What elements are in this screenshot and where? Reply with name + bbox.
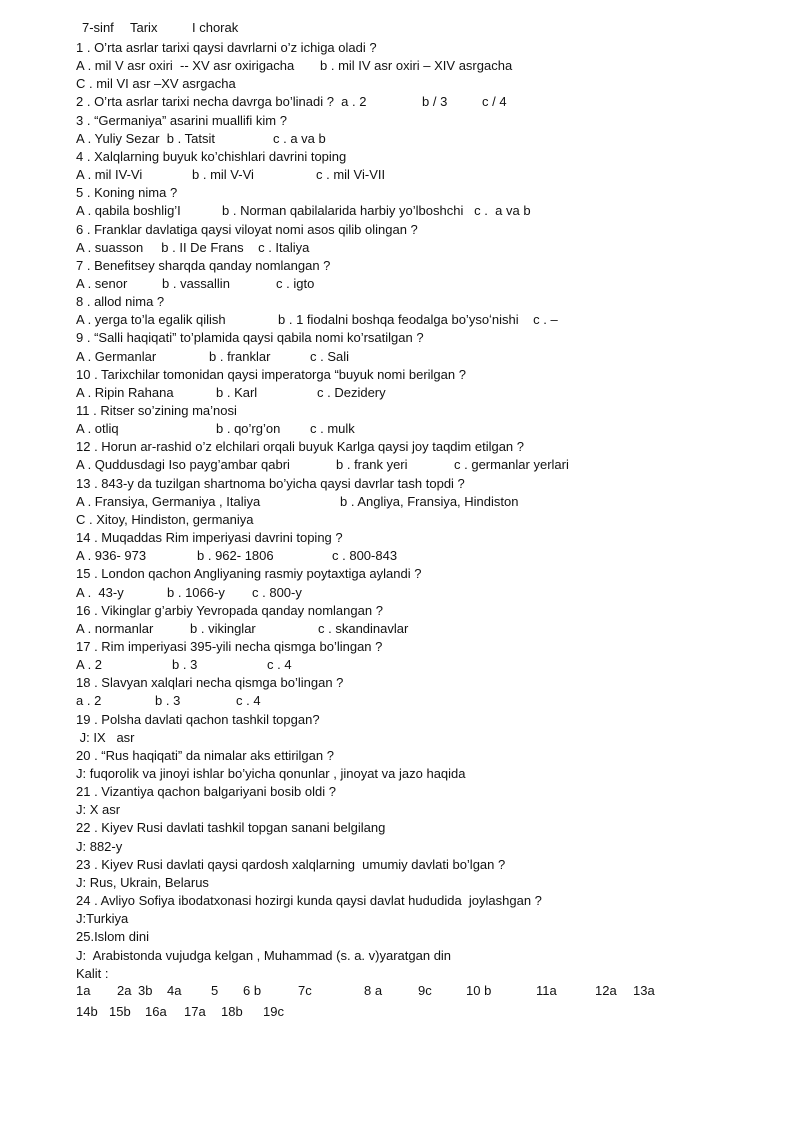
line-text: 13 . 843-y da tuzilgan shartnoma bo’yicha qaysi davrlar tash topdi ? xyxy=(76,475,465,491)
text-line xyxy=(76,76,776,92)
option-text: b / 3 xyxy=(422,94,448,110)
line-text: 7 . Benefitsey sharqda qanday nomlangan ? xyxy=(76,257,331,273)
line-text: A . normanlar xyxy=(76,620,154,636)
text-line xyxy=(76,748,776,764)
text-line xyxy=(76,421,776,437)
answer-key-item: 2a xyxy=(117,983,132,998)
line-text: A . Ripin Rahana xyxy=(76,384,174,400)
option-text: b . vikinglar xyxy=(190,620,256,636)
answer-key-item: 10 b xyxy=(466,983,492,998)
line-text: 25.Islom dini xyxy=(76,929,149,945)
text-line xyxy=(76,349,776,365)
line-text: 3 . “Germaniya” asarini muallifi kim ? xyxy=(76,112,287,128)
line-text: C . Xitoy, Hindiston, germaniya xyxy=(76,511,254,527)
option-text: c . 800-y xyxy=(252,584,302,600)
line-text: A . Germanlar xyxy=(76,348,157,364)
text-line xyxy=(76,530,776,546)
line-text: 5 . Koning nima ? xyxy=(76,185,178,201)
text-line xyxy=(76,512,776,528)
option-text: b . Karl xyxy=(216,384,258,400)
option-text: c . igto xyxy=(276,275,315,291)
answer-key-item: 1a xyxy=(76,983,91,998)
line-text: A . qabila boshlig’I xyxy=(76,203,181,219)
option-text: b . vassallin xyxy=(162,275,230,291)
text-line xyxy=(76,494,776,510)
answer-key-item: 3b xyxy=(138,983,153,998)
answer-key-item: 12a xyxy=(595,983,617,998)
text-line xyxy=(76,639,776,655)
answer-key-item: 18b xyxy=(221,1004,243,1019)
line-text: 17 . Rim imperiyasi 395-yili necha qismga bo’lingan ? xyxy=(76,638,383,654)
option-text: c . mil Vi-VII xyxy=(316,167,386,182)
text-line xyxy=(76,730,776,746)
text-line xyxy=(76,820,776,836)
answer-key-item: 16a xyxy=(145,1004,167,1019)
line-text: 15 . London qachon Angliyaning rasmiy poytaxtiga aylandi ? xyxy=(76,566,422,582)
option-text: b . Norman qabilalarida harbiy yo’lboshchi c . a va b xyxy=(222,203,531,219)
line-text: 20 . “Rus haqiqati” da nimalar aks ettirilgan ? xyxy=(76,747,334,763)
answer-key-item: 9c xyxy=(418,983,432,998)
text-line xyxy=(76,948,776,964)
text-line xyxy=(76,875,776,891)
text-line xyxy=(76,94,776,110)
text-line xyxy=(76,966,776,982)
text-line xyxy=(76,167,776,183)
option-text: c . 800-843 xyxy=(332,548,398,564)
option-text: b . qo’rg’on xyxy=(216,421,281,437)
line-text: C . mil VI asr –XV asrgacha xyxy=(76,76,236,92)
option-text: b . franklar xyxy=(209,348,271,364)
line-text: 2 . O’rta asrlar tarixi necha davrga bo’linadi ? a . 2 xyxy=(76,94,367,110)
text-line xyxy=(76,839,776,855)
option-text: b . 1066-y xyxy=(167,584,225,600)
line-text: A . mil IV-Vi xyxy=(76,167,143,182)
option-text: c / 4 xyxy=(482,94,507,110)
option-text: b . mil IV asr oxiri – XIV asrgacha xyxy=(320,58,513,74)
option-text: b . 3 xyxy=(172,657,198,673)
line-text: A . Fransiya, Germaniya , Italiya xyxy=(76,493,261,509)
option-text: b . 3 xyxy=(155,693,181,709)
line-text: J: fuqorolik va jinoyi ishlar bo’yicha qonunlar , jinoyat va jazo haqida xyxy=(76,766,466,781)
option-text: c . 4 xyxy=(267,657,292,673)
text-line xyxy=(76,185,776,201)
text-line xyxy=(76,802,776,818)
option-text: c . skandinavlar xyxy=(318,620,409,636)
line-text: 19 . Polsha davlati qachon tashkil topgan? xyxy=(76,711,320,727)
answer-key-item: 4a xyxy=(167,983,182,998)
text-line xyxy=(76,439,776,455)
line-text: A . yerga to’la egalik qilish xyxy=(76,312,226,328)
text-line xyxy=(76,911,776,927)
text-line xyxy=(76,929,776,945)
text-line xyxy=(76,240,776,256)
text-line xyxy=(76,312,776,328)
line-text: 10 . Tarixchilar tomonidan qaysi imperatorga “buyuk nomi berilgan ? xyxy=(76,366,466,382)
option-text: c . Dezidery xyxy=(317,384,386,400)
text-line xyxy=(76,548,776,564)
answer-key-item: 7c xyxy=(298,983,312,998)
text-line xyxy=(76,40,776,56)
line-text: J:Turkiya xyxy=(76,911,129,927)
text-line xyxy=(76,766,776,782)
header-subject: Tarix xyxy=(130,20,158,35)
text-line xyxy=(76,294,776,310)
line-text: A . mil V asr oxiri -- XV asr oxirigacha xyxy=(76,58,295,74)
option-text: b . 962- 1806 xyxy=(197,548,274,564)
text-line xyxy=(76,113,776,129)
line-text: 11 . Ritser so’zining ma’nosi xyxy=(76,403,237,418)
text-line xyxy=(76,58,776,74)
line-text: 1 . O’rta asrlar tarixi qaysi davrlarni o’z ichiga oladi ? xyxy=(76,40,377,55)
line-text: A . senor xyxy=(76,275,128,291)
line-text: 23 . Kiyev Rusi davlati qaysi qardosh xalqlarning umumiy davlati bo’lgan ? xyxy=(76,856,506,872)
text-line xyxy=(76,566,776,582)
line-text: A . otliq xyxy=(76,421,119,437)
line-text: 21 . Vizantiya qachon balgariyani bosib oldi ? xyxy=(76,784,336,800)
answer-key-item: 8 a xyxy=(364,983,383,998)
answer-key-item: 17a xyxy=(184,1004,206,1019)
line-text: J: X asr xyxy=(76,802,121,818)
answer-key-item: 5 xyxy=(211,983,219,998)
text-line xyxy=(76,621,776,637)
option-text: b . Angliya, Fransiya, Hindiston xyxy=(340,493,519,509)
option-text: b . 1 fiodalni boshqa feodalga bo’ysoʻnishi c . – xyxy=(278,312,558,328)
option-text: b . mil V-Vi xyxy=(192,167,254,182)
text-line xyxy=(76,385,776,401)
line-text: A . suasson b . II De Frans c . Italiya xyxy=(76,239,310,255)
text-line xyxy=(76,585,776,601)
text-line xyxy=(76,657,776,673)
line-text: J: 882-y xyxy=(76,838,123,854)
text-line xyxy=(76,203,776,219)
line-text: 6 . Franklar davlatiga qaysi viloyat nomi asos qilib olingan ? xyxy=(76,221,418,237)
line-text: A . 2 xyxy=(76,657,103,673)
line-text: 8 . allod nima ? xyxy=(76,294,165,310)
line-text: A . Yuliy Sezar b . Tatsit xyxy=(76,130,215,146)
text-line xyxy=(76,893,776,909)
text-line xyxy=(76,857,776,873)
text-line xyxy=(76,131,776,147)
line-text: 4 . Xalqlarning buyuk ko’chishlari davrini toping xyxy=(76,148,347,164)
option-text: c . germanlar yerlari xyxy=(454,457,569,473)
option-text: c . Sali xyxy=(310,348,350,364)
line-text: 14 . Muqaddas Rim imperiyasi davrini toping ? xyxy=(76,530,343,545)
text-line xyxy=(76,476,776,492)
text-line xyxy=(76,149,776,165)
option-text: c . 4 xyxy=(236,693,261,709)
line-text: 22 . Kiyev Rusi davlati tashkil topgan sanani belgilang xyxy=(76,820,386,836)
text-line xyxy=(76,258,776,274)
option-text: c . a va b xyxy=(273,130,326,146)
answer-key-item: 14b xyxy=(76,1004,98,1019)
line-text: A . 936- 973 xyxy=(76,548,147,564)
text-line xyxy=(76,276,776,292)
line-text: A . 43-y xyxy=(76,584,124,600)
line-text: 16 . Vikinglar g’arbiy Yevropada qanday nomlangan ? xyxy=(76,602,383,618)
text-line xyxy=(76,603,776,619)
header-term: I chorak xyxy=(192,20,239,35)
text-line xyxy=(76,784,776,800)
line-text: A . Quddusdagi Iso payg’ambar qabri xyxy=(76,457,290,473)
line-text: 9 . “Salli haqiqati” to’plamida qaysi qabila nomi ko’rsatilgan ? xyxy=(76,330,424,346)
line-text: 18 . Slavyan xalqlari necha qismga bo’lingan ? xyxy=(76,675,344,691)
answer-key-item: 13a xyxy=(633,983,655,998)
text-line xyxy=(76,693,776,709)
line-text: Kalit : xyxy=(76,965,109,981)
line-text: J: Arabistonda vujudga kelgan , Muhammad (s. a. v)yaratgan din xyxy=(76,947,452,963)
answer-key-item: 6 b xyxy=(243,983,262,998)
line-text: J: IX asr xyxy=(76,729,135,745)
answer-key-item: 19c xyxy=(263,1004,284,1019)
text-line xyxy=(76,457,776,473)
line-text: 24 . Avliyo Sofiya ibodatxonasi hozirgi kunda qaysi davlat hududida joylashgan ? xyxy=(76,893,542,908)
line-text: a . 2 xyxy=(76,693,102,709)
text-line xyxy=(76,222,776,238)
text-line xyxy=(76,403,776,419)
text-line xyxy=(76,367,776,383)
text-line xyxy=(76,712,776,728)
option-text: c . mulk xyxy=(310,421,355,437)
answer-key-item: 15b xyxy=(109,1004,131,1019)
line-text: J: Rus, Ukrain, Belarus xyxy=(76,874,209,890)
text-line xyxy=(76,330,776,346)
answer-key-item: 11a xyxy=(536,983,557,998)
option-text: b . frank yeri xyxy=(336,457,408,473)
line-text: 12 . Horun ar-rashid o’z elchilari orqali buyuk Karlga qaysi joy taqdim etilgan ? xyxy=(76,439,525,455)
header-grade: 7-sinf xyxy=(82,20,114,35)
text-line xyxy=(76,675,776,691)
